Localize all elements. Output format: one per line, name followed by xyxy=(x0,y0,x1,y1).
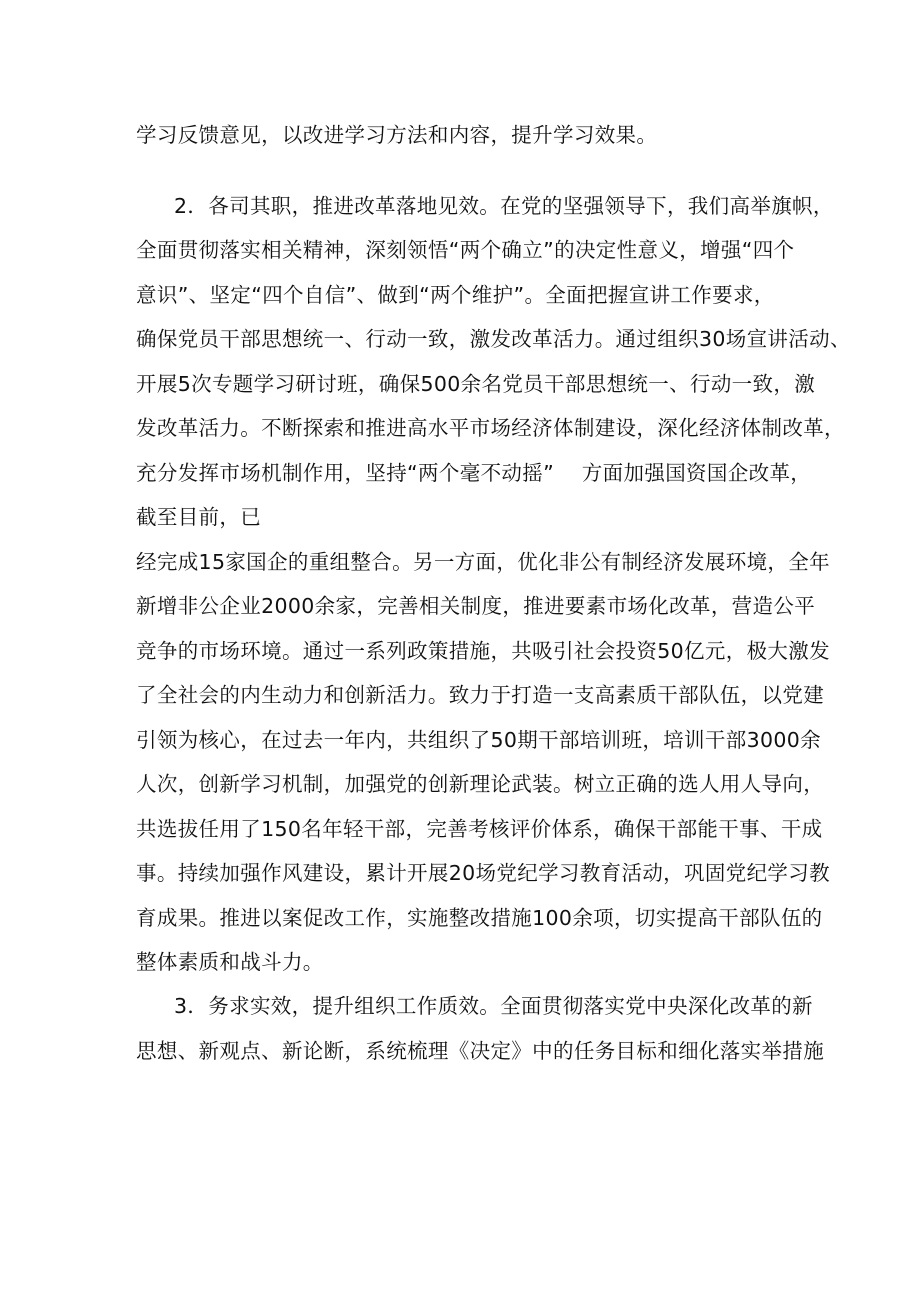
text-line-3: 全面贯彻落实相关精神，深刻领悟“两个确立”的决定性意义，增强“四个 xyxy=(136,238,795,262)
text-line-5: 确保党员干部思想统一、行动一致，激发改革活力。通过组织30场宣讲活动、 xyxy=(136,327,851,351)
text-line-4: 意识”、坚定“四个自信”、做到“两个维护”。全面把握宣讲工作要求， xyxy=(136,283,775,307)
section-3-heading-line: 3．务求实效，提升组织工作质效。全面贯彻落实党中央深化改革的新 xyxy=(174,994,813,1018)
section-2-heading-line: 2．各司其职，推进改革落地见效。在党的坚强领导下，我们高举旗帜， xyxy=(174,194,834,218)
text-line-17: 事。持续加强作风建设，累计开展20场党纪学习教育活动，巩固党纪学习教 xyxy=(136,861,830,885)
text-line-9: 截至目前，已 xyxy=(136,505,262,529)
text-line-21: 思想、新观点、新论断，系统梳理《决定》中的任务目标和细化落实举措施 xyxy=(136,1039,825,1063)
text-line-6: 开展5次专题学习研讨班，确保500余名党员干部思想统一、行动一致，激 xyxy=(136,372,816,396)
text-line-18: 育成果。推进以案促改工作，实施整改措施100余项，切实提高干部队伍的 xyxy=(136,906,823,930)
text-line-7: 发改革活力。不断探索和推进高水平市场经济体制建设，深化经济体制改革， xyxy=(136,416,845,440)
text-line-13: 了全社会的内生动力和创新活力。致力于打造一支高素质干部队伍，以党建 xyxy=(136,683,825,707)
text-line-8: 充分发挥市场机制作用，坚持“两个毫不动摇” 方面加强国资国企改革， xyxy=(136,461,812,485)
text-line-16: 共选拔任用了150名年轻干部，完善考核评价体系，确保干部能干事、干成 xyxy=(136,817,823,841)
text-line-12: 竞争的市场环境。通过一系列政策措施，共吸引社会投资50亿元，极大激发 xyxy=(136,639,830,663)
text-line-15: 人次，创新学习机制，加强党的创新理论武装。树立正确的选人用人导向， xyxy=(136,772,825,796)
text-line-1: 学习反馈意见，以改进学习方法和内容，提升学习效果。 xyxy=(136,123,658,147)
text-line-19: 整体素质和战斗力。 xyxy=(136,950,324,974)
text-line-11: 新增非公企业2000余家，完善相关制度，推进要素市场化改革，营造公平 xyxy=(136,594,816,618)
text-line-14: 引领为核心，在过去一年内，共组织了50期干部培训班，培训干部3000余 xyxy=(136,728,822,752)
text-line-10: 经完成15家国企的重组整合。另一方面，优化非公有制经济发展环境，全年 xyxy=(136,550,830,574)
